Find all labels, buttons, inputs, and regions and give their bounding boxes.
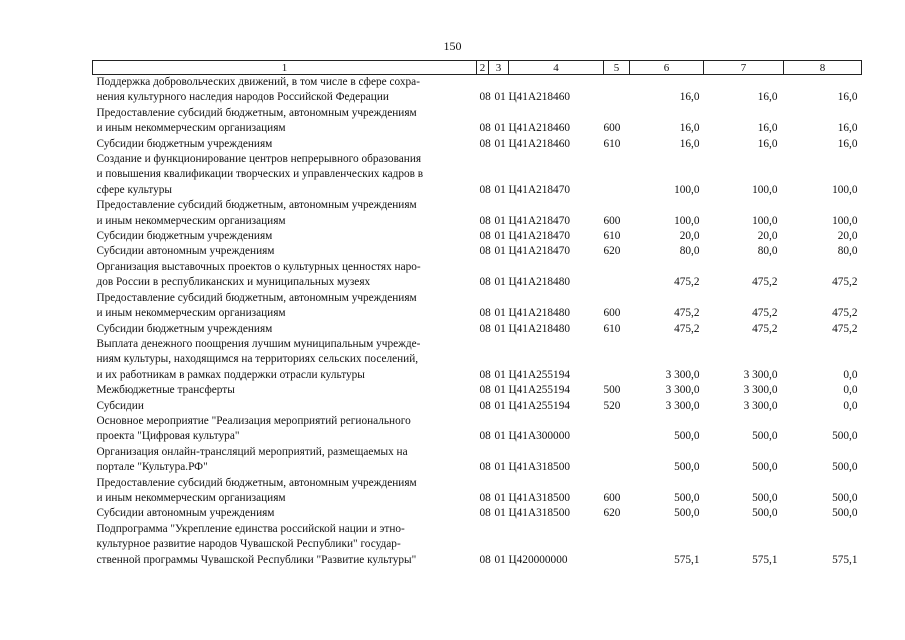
amount-year-3: 0,0 [843, 384, 858, 397]
section-code: 08 [479, 491, 491, 504]
amount-year-1: 500,0 [674, 507, 700, 520]
amount-year-2: 100,0 [752, 183, 778, 196]
row-item-name [93, 75, 477, 106]
row-item-name [93, 522, 477, 568]
amount-year-1: 100,0 [674, 214, 700, 227]
amount-year-3: 16,0 [837, 137, 858, 150]
table-row [93, 506, 862, 521]
target-article-code: Ц41А318500 [508, 507, 571, 520]
row-item-name [93, 322, 477, 337]
item-name-line: Предоставление субсидий бюджетным, автономным учреждениям [96, 291, 417, 304]
section-code: 08 [479, 307, 491, 320]
amount-year-3: 80,0 [837, 245, 858, 258]
header-col-2: 2 [477, 61, 489, 75]
subsection-code: 01 [494, 137, 506, 150]
section-code: 08 [479, 322, 491, 335]
table-row [93, 291, 862, 322]
table-row [93, 476, 862, 507]
target-article-code: Ц41А318500 [508, 461, 571, 474]
amount-year-2: 20,0 [757, 230, 778, 243]
amount-year-1: 16,0 [679, 122, 700, 135]
row-item-name [93, 383, 477, 398]
amount-year-3: 500,0 [832, 491, 858, 504]
target-article-code: Ц41А218460 [508, 137, 571, 150]
target-article-code: Ц41А218470 [508, 214, 571, 227]
item-name-line: Подпрограмма "Укрепление единства российской нации и этно- [96, 522, 405, 535]
subsection-code: 01 [494, 430, 506, 443]
item-name-line: Основное мероприятие "Реализация мероприятий регионального [96, 414, 411, 427]
amount-year-2: 3 300,0 [743, 399, 778, 412]
target-article-code: Ц41А318500 [508, 491, 571, 504]
section-code: 08 [479, 276, 491, 289]
amount-year-3: 475,2 [832, 322, 858, 335]
subsection-code: 01 [494, 368, 506, 381]
table-row [93, 244, 862, 259]
section-code: 08 [479, 137, 491, 150]
item-name-line: и иным некоммерческим организациям [96, 214, 286, 227]
table-row [93, 337, 862, 383]
subsection-code: 01 [494, 183, 506, 196]
item-name-line: ственной программы Чувашской Республики "Развитие культуры" [96, 553, 417, 566]
target-article-code: Ц41А255194 [508, 399, 571, 412]
amount-year-2: 16,0 [757, 137, 778, 150]
amount-year-1: 3 300,0 [665, 399, 700, 412]
item-name-line: Выплата денежного поощрения лучшим муниципальным учрежде- [96, 337, 421, 350]
subsection-code: 01 [494, 491, 506, 504]
amount-year-1: 575,1 [674, 553, 700, 566]
expense-type-code: 600 [603, 491, 621, 504]
subsection-code: 01 [494, 122, 506, 135]
amount-year-3: 500,0 [832, 507, 858, 520]
header-col-5: 5 [604, 61, 630, 75]
item-name-line: Создание и функционирование центров непрерывного образования [96, 153, 422, 166]
target-article-code: Ц41А218460 [508, 122, 571, 135]
item-name-line: сфере культуры [96, 183, 172, 196]
item-name-line: Организация онлайн-трансляций мероприятий, размещаемых на [96, 445, 408, 458]
section-code: 08 [479, 214, 491, 227]
expense-type-code: 620 [603, 245, 621, 258]
item-name-line: и повышения квалификации творческих и управленческих кадров в [96, 168, 424, 181]
table-row [93, 152, 862, 198]
section-code: 08 [479, 91, 491, 104]
amount-year-3: 20,0 [837, 230, 858, 243]
expense-type-code [604, 337, 630, 383]
amount-year-2: 16,0 [757, 122, 778, 135]
amount-year-2: 100,0 [752, 214, 778, 227]
item-name-line: Предоставление субсидий бюджетным, автономным учреждениям [96, 106, 417, 119]
row-item-name [93, 260, 477, 291]
amount-year-3: 475,2 [832, 307, 858, 320]
amount-year-1: 20,0 [679, 230, 700, 243]
expense-type-code: 600 [603, 214, 621, 227]
item-name-line: и их работникам в рамках поддержки отрасли культуры [96, 368, 365, 381]
section-code: 08 [479, 368, 491, 381]
table-body [93, 75, 862, 569]
section-code: 08 [479, 245, 491, 258]
amount-year-3: 100,0 [832, 183, 858, 196]
amount-year-3: 575,1 [832, 553, 858, 566]
amount-year-3: 475,2 [832, 276, 858, 289]
header-col-4: 4 [509, 61, 604, 75]
amount-year-1: 16,0 [679, 137, 700, 150]
amount-year-2: 16,0 [757, 91, 778, 104]
item-name-line: и иным некоммерческим организациям [96, 491, 286, 504]
amount-year-1: 80,0 [679, 245, 700, 258]
row-item-name [93, 506, 477, 521]
table-header-row [93, 61, 862, 75]
expense-type-code: 500 [603, 384, 621, 397]
amount-year-2: 475,2 [752, 276, 778, 289]
amount-year-3: 500,0 [832, 461, 858, 474]
item-name-line: проекта "Цифровая культура" [96, 430, 240, 443]
table-row [93, 75, 862, 106]
amount-year-3: 500,0 [832, 430, 858, 443]
row-item-name [93, 137, 477, 152]
subsection-code: 01 [494, 384, 506, 397]
item-name-line: дов России в республиканских и муниципальных музеях [96, 276, 371, 289]
item-name-line: и иным некоммерческим организациям [96, 307, 286, 320]
expense-type-code [604, 414, 630, 445]
subsection-code: 01 [494, 214, 506, 227]
target-article-code: Ц41А218480 [508, 322, 571, 335]
section-code: 08 [479, 122, 491, 135]
expense-type-code: 520 [603, 399, 621, 412]
amount-year-3: 100,0 [832, 214, 858, 227]
row-item-name [93, 198, 477, 229]
header-col-6: 6 [630, 61, 704, 75]
expense-type-code: 610 [603, 322, 621, 335]
item-name-line: Субсидии автономным учреждениям [96, 245, 275, 258]
table-row [93, 522, 862, 568]
expense-type-code [604, 75, 630, 106]
subsection-code: 01 [494, 307, 506, 320]
amount-year-2: 475,2 [752, 322, 778, 335]
amount-year-1: 475,2 [674, 322, 700, 335]
header-col-8: 8 [784, 61, 862, 75]
subsection-code: 01 [494, 507, 506, 520]
amount-year-2: 500,0 [752, 491, 778, 504]
target-article-code: Ц41А255194 [508, 384, 571, 397]
section-code: 08 [479, 461, 491, 474]
amount-year-3: 0,0 [843, 399, 858, 412]
section-code: 08 [479, 230, 491, 243]
expense-type-code [604, 445, 630, 476]
row-item-name [93, 291, 477, 322]
header-col-7: 7 [704, 61, 784, 75]
amount-year-1: 475,2 [674, 307, 700, 320]
page-number: 150 [443, 39, 462, 53]
item-name-line: культурное развитие народов Чувашской Республики" государ- [96, 538, 401, 551]
item-name-line: Субсидии [96, 399, 144, 412]
expense-type-code [604, 522, 630, 568]
header-col-3: 3 [489, 61, 509, 75]
amount-year-2: 500,0 [752, 507, 778, 520]
expense-type-code [604, 152, 630, 198]
amount-year-2: 475,2 [752, 307, 778, 320]
subsection-code: 01 [494, 276, 506, 289]
item-name-line: Предоставление субсидий бюджетным, автономным учреждениям [96, 476, 417, 489]
table-row [93, 322, 862, 337]
target-article-code: Ц420000000 [508, 553, 568, 566]
subsection-code: 01 [494, 399, 506, 412]
item-name-line: и иным некоммерческим организациям [96, 122, 286, 135]
table-row [93, 399, 862, 414]
amount-year-3: 0,0 [843, 368, 858, 381]
amount-year-1: 16,0 [679, 91, 700, 104]
target-article-code: Ц41А218480 [508, 307, 571, 320]
amount-year-3: 16,0 [837, 122, 858, 135]
item-name-line: портале "Культура.РФ" [96, 461, 208, 474]
target-article-code: Ц41А300000 [508, 430, 571, 443]
table-row [93, 229, 862, 244]
item-name-line: нения культурного наследия народов Российской Федерации [96, 91, 389, 104]
amount-year-2: 80,0 [757, 245, 778, 258]
subsection-code: 01 [494, 230, 506, 243]
amount-year-2: 500,0 [752, 430, 778, 443]
row-item-name [93, 229, 477, 244]
section-code: 08 [479, 384, 491, 397]
section-code: 08 [479, 183, 491, 196]
target-article-code: Ц41А255194 [508, 368, 571, 381]
header-col-1: 1 [93, 61, 477, 75]
amount-year-1: 475,2 [674, 276, 700, 289]
amount-year-2: 575,1 [752, 553, 778, 566]
table-row [93, 260, 862, 291]
subsection-code: 01 [494, 553, 506, 566]
target-article-code: Ц41А218480 [508, 276, 571, 289]
subsection-code: 01 [494, 461, 506, 474]
section-code: 08 [479, 553, 491, 566]
amount-year-1: 3 300,0 [665, 384, 700, 397]
subsection-code: 01 [494, 245, 506, 258]
item-name-line: Субсидии бюджетным учреждениям [96, 137, 273, 150]
amount-year-1: 500,0 [674, 461, 700, 474]
table-row [93, 198, 862, 229]
section-code: 08 [479, 507, 491, 520]
amount-year-1: 500,0 [674, 491, 700, 504]
item-name-line: Организация выставочных проектов о культурных ценностях наро- [96, 260, 421, 273]
row-item-name [93, 445, 477, 476]
row-item-name [93, 399, 477, 414]
expense-type-code: 600 [603, 307, 621, 320]
subsection-code: 01 [494, 91, 506, 104]
expense-type-code [604, 260, 630, 291]
row-item-name [93, 244, 477, 259]
expense-type-code: 620 [603, 507, 621, 520]
item-name-line: Субсидии автономным учреждениям [96, 507, 275, 520]
amount-year-1: 3 300,0 [665, 368, 700, 381]
expense-type-code: 610 [603, 137, 621, 150]
row-item-name [93, 337, 477, 383]
budget-table [92, 60, 862, 568]
table-row [93, 445, 862, 476]
subsection-code: 01 [494, 322, 506, 335]
amount-year-2: 500,0 [752, 461, 778, 474]
amount-year-2: 3 300,0 [743, 368, 778, 381]
table-row [93, 383, 862, 398]
item-name-line: ниям культуры, находящимся на территориях сельских поселений, [96, 353, 419, 366]
table-row [93, 106, 862, 137]
item-name-line: Межбюджетные трансферты [96, 384, 235, 397]
row-item-name [93, 414, 477, 445]
table-row [93, 137, 862, 152]
target-article-code: Ц41А218460 [508, 91, 571, 104]
amount-year-1: 500,0 [674, 430, 700, 443]
row-item-name [93, 476, 477, 507]
row-item-name [93, 152, 477, 198]
section-code: 08 [479, 399, 491, 412]
item-name-line: Предоставление субсидий бюджетным, автономным учреждениям [96, 199, 417, 212]
row-item-name [93, 106, 477, 137]
target-article-code: Ц41А218470 [508, 245, 571, 258]
amount-year-2: 3 300,0 [743, 384, 778, 397]
section-code: 08 [479, 430, 491, 443]
item-name-line: Поддержка добровольческих движений, в том числе в сфере сохра- [96, 76, 420, 88]
target-article-code: Ц41А218470 [508, 183, 571, 196]
target-article-code: Ц41А218470 [508, 230, 571, 243]
amount-year-1: 100,0 [674, 183, 700, 196]
expense-type-code: 600 [603, 122, 621, 135]
item-name-line: Субсидии бюджетным учреждениям [96, 322, 273, 335]
item-name-line: Субсидии бюджетным учреждениям [96, 230, 273, 243]
table-row [93, 414, 862, 445]
amount-year-3: 16,0 [837, 91, 858, 104]
expense-type-code: 610 [603, 230, 621, 243]
